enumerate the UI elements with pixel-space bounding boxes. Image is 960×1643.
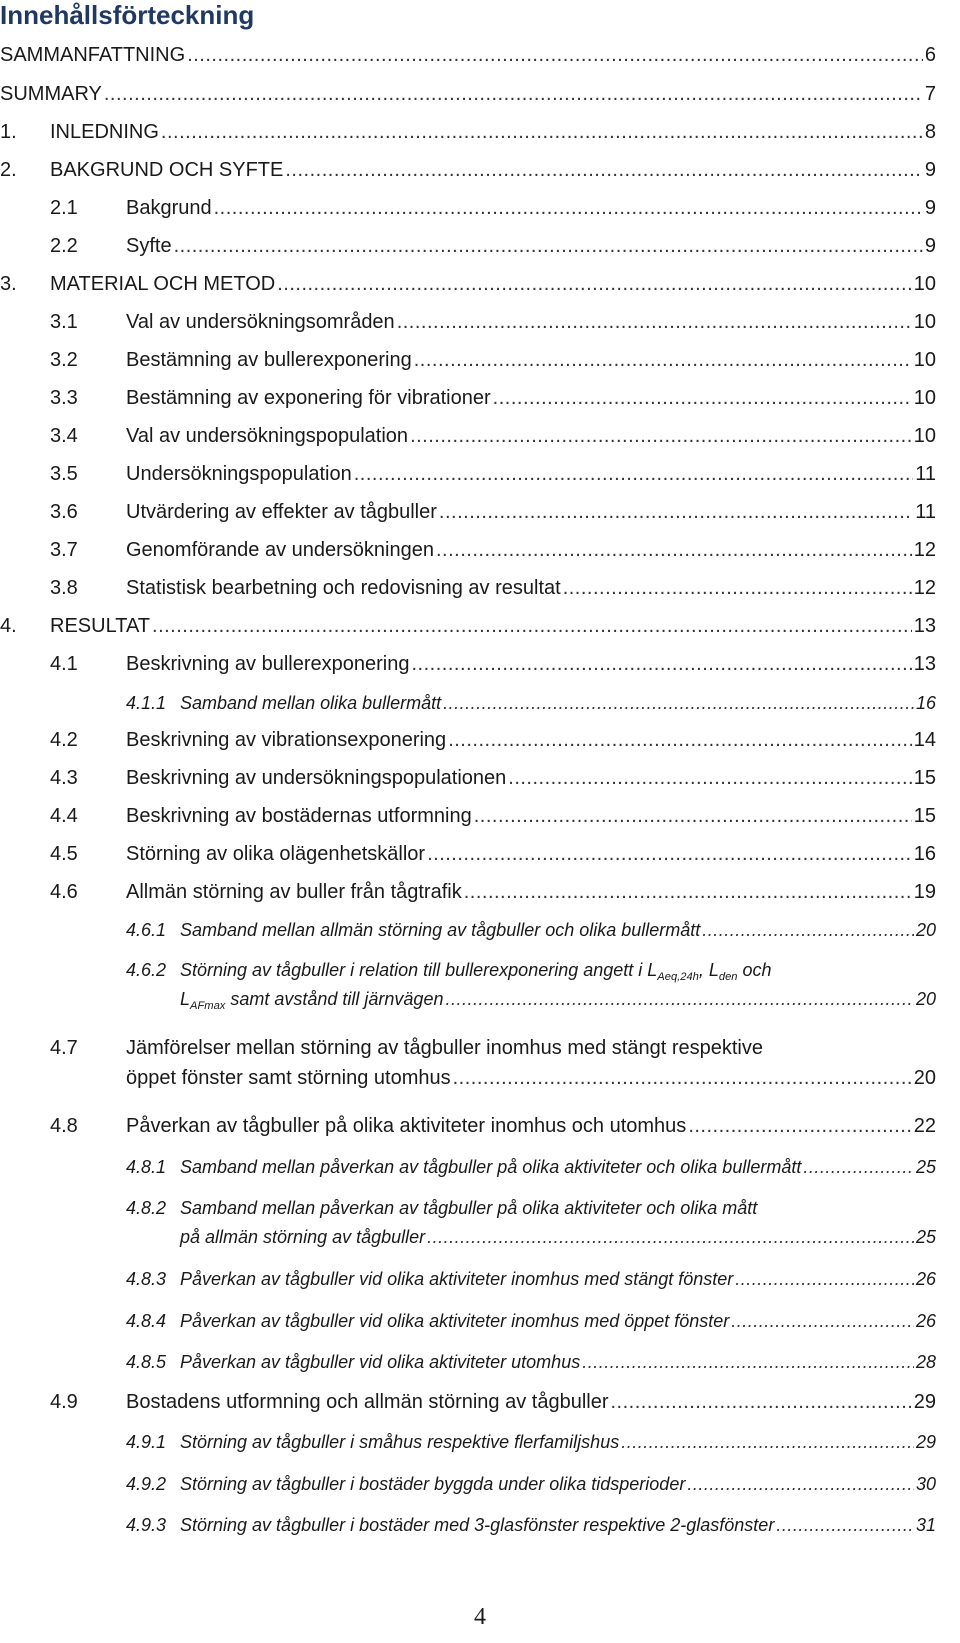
toc-entry-number: 4.9.3 xyxy=(126,1515,167,1535)
toc-entry-title: Undersökningspopulation xyxy=(126,463,352,485)
toc-entry-page: 26 xyxy=(915,1311,936,1331)
toc-entry-page: 6 xyxy=(924,44,936,66)
toc-leader xyxy=(104,82,923,106)
toc-subscript: den xyxy=(718,970,738,983)
toc-leader xyxy=(474,804,912,828)
toc-entry-number: 4.8.2 xyxy=(126,1198,167,1218)
toc-subscript: Aeq,24h xyxy=(657,970,699,983)
toc-entry-title: Utvärdering av effekter av tågbuller xyxy=(126,501,437,523)
toc-leader xyxy=(803,1155,914,1179)
toc-entry[interactable] xyxy=(50,424,936,448)
toc-entry-title: Val av undersökningsområden xyxy=(126,311,395,333)
toc-entry-page: 16 xyxy=(913,843,936,865)
toc-entry-number: 4.9 xyxy=(50,1391,78,1413)
toc-entry-number: 3.8 xyxy=(50,577,78,599)
toc-entry[interactable] xyxy=(50,1114,936,1138)
toc-entry-number: 4.8.5 xyxy=(126,1352,167,1372)
toc-entry[interactable] xyxy=(0,82,936,106)
toc-leader xyxy=(582,1350,914,1374)
toc-entry[interactable] xyxy=(50,728,936,752)
toc-entry-title: BAKGRUND OCH SYFTE xyxy=(50,159,284,181)
toc-entry-title: Påverkan av tågbuller vid olika aktiviteter inomhus med öppet fönster xyxy=(180,1311,730,1331)
toc-entry-page: 13 xyxy=(913,615,936,637)
toc-leader xyxy=(397,310,912,334)
toc-entry-number: 4.8.4 xyxy=(126,1311,167,1331)
toc-entry-title: Påverkan av tågbuller vid olika aktiviteter utomhus xyxy=(180,1352,581,1372)
toc-leader xyxy=(427,842,912,866)
toc-entry-number: 2.1 xyxy=(50,197,78,219)
toc-entry-page: 11 xyxy=(915,501,936,523)
toc-entry[interactable] xyxy=(50,310,936,334)
toc-entry-number: 3.3 xyxy=(50,387,78,409)
toc-entry-page: 28 xyxy=(915,1352,936,1372)
toc-leader xyxy=(621,1430,914,1454)
toc-entry-number: 4.9.2 xyxy=(126,1474,167,1494)
toc-entry-number: 4.8.3 xyxy=(126,1269,167,1289)
toc-entry[interactable] xyxy=(126,1350,936,1374)
toc-entry-title-line1: Jämförelser mellan störning av tågbuller inomhus med stängt respektive xyxy=(126,1037,763,1059)
toc-entry[interactable] xyxy=(126,918,936,942)
toc-entry-title: MATERIAL OCH METOD xyxy=(50,273,276,295)
toc-entry-number: 4.6.1 xyxy=(126,920,167,940)
toc-leader xyxy=(611,1390,912,1414)
toc-entry[interactable] xyxy=(50,766,936,790)
toc-entry-line1[interactable] xyxy=(126,1196,936,1220)
toc-entry-title: Beskrivning av vibrationsexponering xyxy=(126,729,447,751)
toc-entry[interactable] xyxy=(126,1309,936,1333)
toc-text: , L xyxy=(698,960,719,980)
toc-entry-title: Samband mellan allmän störning av tågbuller och olika bullermått xyxy=(180,920,701,940)
toc-entry[interactable] xyxy=(50,462,936,486)
toc-entry-title: SAMMANFATTNING xyxy=(0,44,186,66)
toc-entry-number: 3.6 xyxy=(50,501,78,523)
toc-entry[interactable] xyxy=(50,1390,936,1414)
toc-entry[interactable] xyxy=(126,1430,936,1454)
toc-entry[interactable] xyxy=(0,43,936,67)
toc-entry[interactable] xyxy=(126,691,936,715)
toc-entry[interactable] xyxy=(50,576,936,600)
toc-entry-number: 4.8 xyxy=(50,1115,78,1137)
toc-leader xyxy=(776,1513,914,1537)
toc-entry-title-line2: på allmän störning av tågbuller xyxy=(180,1227,426,1247)
toc-entry[interactable] xyxy=(126,1472,936,1496)
toc-entry[interactable] xyxy=(0,120,936,144)
toc-entry-page: 16 xyxy=(915,693,936,713)
toc-entry-number: 3.2 xyxy=(50,349,78,371)
toc-entry-page: 25 xyxy=(915,1157,936,1177)
toc-entry-number: 4.7 xyxy=(50,1037,78,1059)
toc-entry-number: 4.1.1 xyxy=(126,693,167,713)
toc-entry-page: 9 xyxy=(924,197,936,219)
toc-entry-page: 30 xyxy=(915,1474,936,1494)
toc-leader xyxy=(410,424,912,448)
toc-entry[interactable] xyxy=(50,234,936,258)
toc-entry-number: 3.7 xyxy=(50,539,78,561)
toc-leader xyxy=(448,728,912,752)
toc-entry-title-line2: öppet fönster samt störning utomhus xyxy=(126,1067,451,1089)
toc-entry-number: 4.9.1 xyxy=(126,1432,167,1452)
toc-entry-title: Bakgrund xyxy=(126,197,212,219)
toc-entry[interactable] xyxy=(50,652,936,676)
toc-leader xyxy=(414,348,912,372)
toc-leader xyxy=(187,43,923,67)
toc-text: Störning av tågbuller i relation till bullerexponering angett i L xyxy=(180,960,658,980)
toc-leader xyxy=(152,614,912,638)
toc-entry-page: 12 xyxy=(913,577,936,599)
toc-entry-title: Genomförande av undersökningen xyxy=(126,539,434,561)
toc-entry-page: 10 xyxy=(913,425,936,447)
toc-entry-title: Syfte xyxy=(126,235,172,257)
toc-entry-number: 3.1 xyxy=(50,311,78,333)
toc-entry-title: Samband mellan påverkan av tågbuller på olika aktiviteter och olika bullermått xyxy=(180,1157,802,1177)
toc-leader xyxy=(563,576,912,600)
toc-entry-page: 13 xyxy=(913,653,936,675)
toc-leader xyxy=(464,880,912,904)
toc-entry-number: 4.4 xyxy=(50,805,78,827)
toc-entry-page: 14 xyxy=(913,729,936,751)
toc-entry[interactable] xyxy=(50,804,936,828)
toc-leader xyxy=(702,918,914,942)
toc-entry-title: Allmän störning av buller från tågtrafik xyxy=(126,881,462,903)
toc-entry-page: 29 xyxy=(913,1391,936,1413)
toc-entry-page: 29 xyxy=(915,1432,936,1452)
toc-leader xyxy=(214,196,923,220)
toc-entry-number: 4.1 xyxy=(50,653,78,675)
toc-entry[interactable] xyxy=(126,1155,936,1179)
toc-entry-page: 9 xyxy=(924,159,936,181)
toc-entry-number: 4.6.2 xyxy=(126,960,167,980)
toc-entry-number: 3.4 xyxy=(50,425,78,447)
toc-entry-number: 3. xyxy=(0,273,17,295)
toc-entry-page: 12 xyxy=(913,539,936,561)
toc-entry[interactable] xyxy=(126,1513,936,1537)
toc-entry[interactable] xyxy=(50,500,936,524)
toc-entry-title-line1: Samband mellan påverkan av tågbuller på olika aktiviteter och olika mått xyxy=(180,1198,758,1218)
toc-entry-page: 25 xyxy=(915,1227,936,1247)
toc-leader xyxy=(731,1309,914,1333)
toc-entry-title-line2 xyxy=(180,987,443,1018)
toc-entry[interactable] xyxy=(50,196,936,220)
toc-entry-title: Störning av tågbuller i småhus respektive flerfamiljshus xyxy=(180,1432,620,1452)
toc-entry-page: 7 xyxy=(924,83,936,105)
toc-leader xyxy=(508,766,911,790)
toc-entry-line2[interactable] xyxy=(126,1066,936,1090)
toc-text: och xyxy=(737,960,772,980)
toc-entry-page: 9 xyxy=(924,235,936,257)
toc-entry-number: 4.3 xyxy=(50,767,78,789)
toc-entry-page: 10 xyxy=(913,273,936,295)
toc-entry-title: RESULTAT xyxy=(50,615,151,637)
toc-leader xyxy=(285,158,923,182)
toc-entry-page: 20 xyxy=(915,920,936,940)
toc-entry-title: Val av undersökningspopulation xyxy=(126,425,409,447)
toc-entry-page: 22 xyxy=(913,1115,936,1137)
toc-entry-title: Beskrivning av bullerexponering xyxy=(126,653,410,675)
toc-leader xyxy=(354,462,914,486)
page-number: 4 xyxy=(474,1604,486,1630)
toc-leader xyxy=(161,120,923,144)
toc-entry-page: 19 xyxy=(913,881,936,903)
toc-leader xyxy=(427,1225,914,1249)
toc-entry-number: 2. xyxy=(0,159,17,181)
toc-entry-page: 10 xyxy=(913,311,936,333)
toc-leader xyxy=(493,386,912,410)
toc-leader xyxy=(436,538,912,562)
toc-entry[interactable] xyxy=(126,1267,936,1291)
toc-entry-number: 2.2 xyxy=(50,235,78,257)
toc-entry[interactable] xyxy=(50,538,936,562)
toc-subscript: AFmax xyxy=(190,999,226,1012)
toc-entry-line1[interactable] xyxy=(50,1036,936,1060)
toc-entry-page: 10 xyxy=(913,387,936,409)
toc-entry[interactable] xyxy=(0,158,936,182)
toc-text: samt avstånd till järnvägen xyxy=(225,989,444,1009)
toc-leader xyxy=(439,500,913,524)
toc-entry-title: Störning av tågbuller i bostäder med 3-glasfönster respektive 2-glasfönster xyxy=(180,1515,775,1535)
toc-entry-title: INLEDNING xyxy=(50,121,159,143)
toc-entry-number: 4.8.1 xyxy=(126,1157,167,1177)
toc-entry-line1[interactable] xyxy=(126,958,936,989)
toc-entry-page: 20 xyxy=(913,1067,936,1089)
toc-entry[interactable] xyxy=(50,348,936,372)
toc-text: L xyxy=(180,989,191,1009)
toc-leader xyxy=(443,691,914,715)
toc-entry-number: 4.5 xyxy=(50,843,78,865)
toc-entry-title: Bestämning av exponering för vibrationer xyxy=(126,387,491,409)
toc-entry-title: Beskrivning av undersökningspopulationen xyxy=(126,767,507,789)
toc-entry-page: 11 xyxy=(915,463,936,485)
toc-entry-page: 15 xyxy=(913,805,936,827)
toc-entry-title: Bestämning av bullerexponering xyxy=(126,349,412,371)
toc-entry[interactable] xyxy=(50,842,936,866)
toc-entry-page: 10 xyxy=(913,349,936,371)
toc-entry-number: 1. xyxy=(0,121,17,143)
toc-entry[interactable] xyxy=(0,614,936,638)
toc-entry-title: Påverkan av tågbuller vid olika aktiviteter inomhus med stängt fönster xyxy=(180,1269,734,1289)
toc-entry-number: 4.6 xyxy=(50,881,78,903)
toc-entry-title: Samband mellan olika bullermått xyxy=(180,693,442,713)
toc-entry-page: 20 xyxy=(915,989,936,1009)
toc-entry-title: Störning av tågbuller i bostäder byggda under olika tidsperioder xyxy=(180,1474,686,1494)
toc-entry[interactable] xyxy=(0,272,936,296)
toc-entry-page: 31 xyxy=(915,1515,936,1535)
toc-leader xyxy=(277,272,912,296)
toc-entry-title: Bostadens utformning och allmän störning av tågbuller xyxy=(126,1391,609,1413)
toc-heading: Innehållsförteckning xyxy=(0,0,255,30)
toc-entry-page: 8 xyxy=(924,121,936,143)
toc-entry-number: 4.2 xyxy=(50,729,78,751)
toc-entry-line2[interactable] xyxy=(180,1225,936,1249)
toc-entry-title: Störning av olika olägenhetskällor xyxy=(126,843,426,865)
toc-entry-title: Statistisk bearbetning och redovisning av resultat xyxy=(126,577,561,599)
toc-leader xyxy=(688,1114,911,1138)
toc-entry-line2[interactable] xyxy=(180,987,936,1018)
toc-entry-title: SUMMARY xyxy=(0,83,102,105)
toc-entry-title: Beskrivning av bostädernas utformning xyxy=(126,805,472,827)
toc-entry-title-line1 xyxy=(180,958,772,989)
toc-leader xyxy=(687,1472,914,1496)
toc-leader xyxy=(445,987,914,1011)
toc-entry-number: 4. xyxy=(0,615,17,637)
toc-entry-title: Påverkan av tågbuller på olika aktiviteter inomhus och utomhus xyxy=(126,1115,687,1137)
toc-leader xyxy=(453,1066,912,1090)
toc-leader xyxy=(735,1267,914,1291)
toc-entry[interactable] xyxy=(50,880,936,904)
toc-entry-page: 26 xyxy=(915,1269,936,1289)
toc-entry[interactable] xyxy=(50,386,936,410)
toc-entry-page: 15 xyxy=(913,767,936,789)
toc-leader xyxy=(174,234,923,258)
toc-leader xyxy=(412,652,912,676)
toc-entry-number: 3.5 xyxy=(50,463,78,485)
